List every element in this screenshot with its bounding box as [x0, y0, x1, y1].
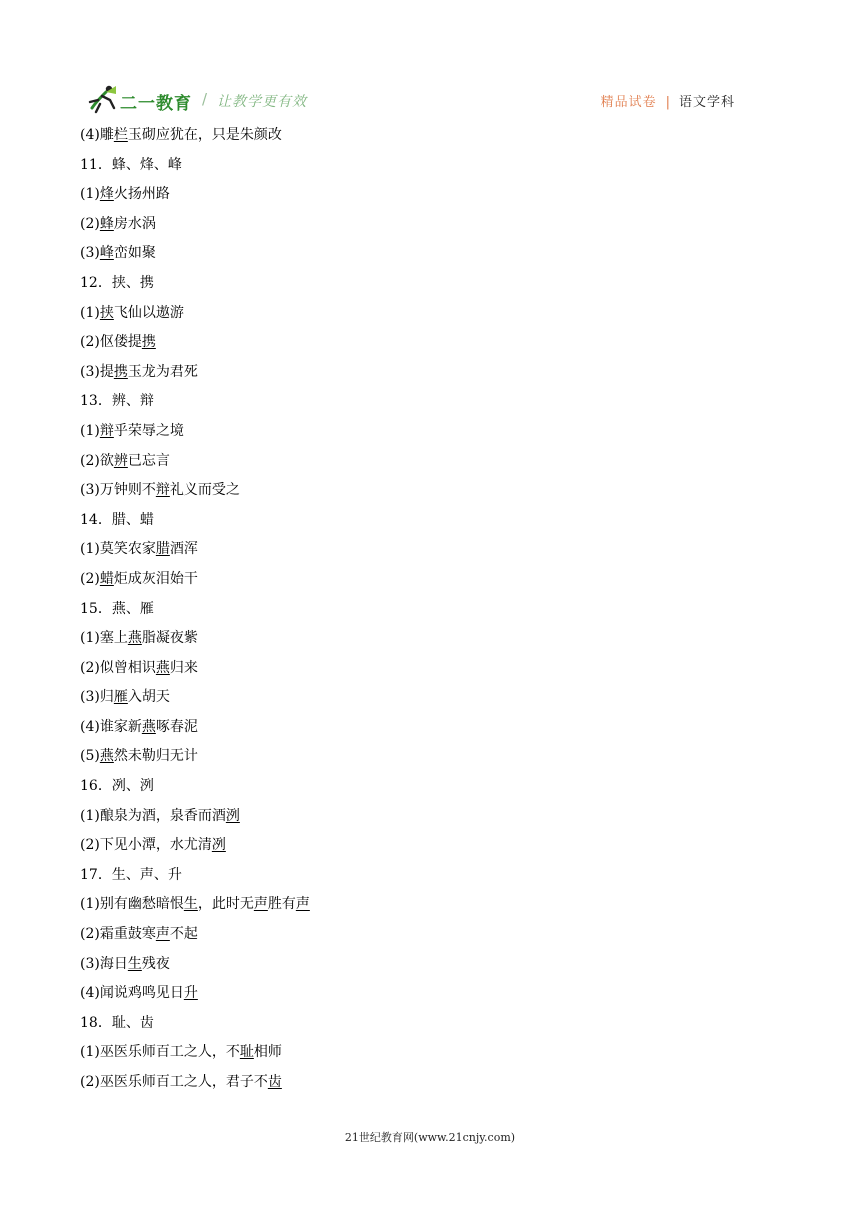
line-text: 然未勒归无计 — [113, 748, 198, 765]
underlined-character: 升 — [183, 985, 198, 1002]
underlined-character: 声 — [295, 896, 310, 913]
line-text: 13．辨、辩 — [80, 393, 154, 410]
list-item — [80, 805, 780, 835]
list-item — [80, 242, 780, 272]
line-text: (4)谁家新 — [80, 718, 142, 735]
line-text: 火扬州路 — [113, 186, 170, 203]
line-text: (1) — [80, 422, 100, 439]
page-footer: 21世纪教育网(www.21cnjy.com) — [344, 1131, 516, 1144]
list-item — [80, 953, 780, 983]
underlined-character: 烽 — [99, 186, 114, 203]
list-item — [80, 213, 780, 243]
line-text: (2)霜重鼓寒 — [80, 926, 156, 943]
logo — [86, 82, 326, 116]
line-text: 17．生、声、升 — [80, 866, 182, 883]
line-text: 酒浑 — [169, 541, 198, 558]
line-text: (1) — [80, 304, 100, 321]
list-item — [80, 302, 780, 332]
section-heading — [80, 272, 780, 302]
line-text: 炬成灰泪始干 — [113, 570, 198, 587]
line-text: (3)提 — [80, 363, 114, 380]
list-item — [80, 538, 780, 568]
line-text: 12．挟、携 — [80, 274, 154, 291]
underlined-character: 蜂 — [99, 215, 114, 232]
list-item — [80, 923, 780, 953]
line-text: (3)归 — [80, 689, 114, 706]
line-text: (2)伛偻提 — [80, 334, 142, 351]
line-text: 胜有 — [267, 896, 296, 913]
underlined-character: 耻 — [239, 1044, 254, 1061]
line-text: (1)别有幽愁暗恨 — [80, 896, 184, 913]
list-item — [80, 745, 780, 775]
brand-separator: / — [202, 90, 208, 108]
section-heading — [80, 1012, 780, 1042]
list-item — [80, 479, 780, 509]
brand-slogan: 让教学更有效 — [217, 94, 307, 110]
document-body — [80, 124, 780, 1101]
line-text: (1) — [80, 186, 100, 203]
line-text: (3)万钟则不 — [80, 482, 156, 499]
list-item — [80, 331, 780, 361]
underlined-character: 燕 — [99, 748, 114, 765]
list-item — [80, 450, 780, 480]
underlined-character: 携 — [113, 363, 128, 380]
line-text: 入胡天 — [127, 689, 170, 706]
line-text: (4)闻说鸡鸣见日 — [80, 985, 184, 1002]
header-subject — [601, 91, 735, 110]
underlined-character: 冽 — [211, 837, 226, 854]
underlined-character: 洌 — [225, 807, 240, 824]
list-item — [80, 834, 780, 864]
line-text: (1)酿泉为酒，泉香而酒 — [80, 807, 226, 824]
underlined-character: 燕 — [127, 630, 142, 647]
line-text: 啄春泥 — [155, 718, 198, 735]
list-item — [80, 1071, 780, 1101]
underlined-character: 辩 — [155, 482, 170, 499]
header-subject-name: 语文学科 — [678, 95, 735, 110]
line-text: 飞仙以遨游 — [113, 304, 184, 321]
line-text: 不起 — [169, 926, 198, 943]
list-item — [80, 361, 780, 391]
list-item — [80, 893, 780, 923]
list-item — [80, 124, 780, 154]
line-text: 相师 — [253, 1044, 282, 1061]
underlined-character: 携 — [141, 334, 156, 351]
line-text: 乎荣辱之境 — [113, 422, 184, 439]
line-text: (1)塞上 — [80, 630, 128, 647]
line-text: (2)下见小潭，水尤清 — [80, 837, 212, 854]
section-heading — [80, 775, 780, 805]
underlined-character: 辩 — [99, 422, 114, 439]
underlined-character: 蜡 — [99, 570, 114, 587]
line-text: 16．冽、洌 — [80, 778, 154, 795]
section-heading — [80, 509, 780, 539]
line-text: 残夜 — [141, 955, 170, 972]
line-text: (3) — [80, 245, 100, 262]
line-text: ，此时无 — [197, 896, 254, 913]
underlined-character: 生 — [183, 896, 198, 913]
underlined-character: 生 — [127, 955, 142, 972]
line-text: (5) — [80, 748, 100, 765]
section-heading — [80, 154, 780, 184]
list-item — [80, 183, 780, 213]
list-item — [80, 657, 780, 687]
list-item — [80, 1041, 780, 1071]
line-text: (1)巫医乐师百工之人，不 — [80, 1044, 240, 1061]
underlined-character: 辨 — [113, 452, 128, 469]
line-text: (2) — [80, 570, 100, 587]
list-item — [80, 627, 780, 657]
line-text: 已忘言 — [127, 452, 170, 469]
line-text: 房水涡 — [113, 215, 156, 232]
list-item — [80, 716, 780, 746]
section-heading — [80, 390, 780, 420]
page-header — [0, 0, 860, 130]
list-item — [80, 568, 780, 598]
underlined-character: 燕 — [141, 718, 156, 735]
underlined-character: 栏 — [113, 127, 128, 143]
section-heading — [80, 864, 780, 894]
runner-icon — [86, 82, 120, 116]
line-text: (3)海日 — [80, 955, 128, 972]
line-text: 峦如聚 — [113, 245, 156, 262]
section-heading — [80, 598, 780, 628]
line-text: 脂凝夜紫 — [141, 630, 198, 647]
underlined-character: 齿 — [267, 1074, 282, 1090]
underlined-character: 雁 — [113, 689, 128, 706]
line-text: (2)似曾相识 — [80, 659, 156, 676]
list-item — [80, 420, 780, 450]
line-text: (4)雕 — [80, 127, 114, 143]
list-item — [80, 686, 780, 716]
header-divider: | — [665, 95, 670, 110]
underlined-character: 燕 — [155, 659, 170, 676]
line-text: (1)莫笑农家 — [80, 541, 156, 558]
underlined-character: 挟 — [99, 304, 114, 321]
line-text: (2) — [80, 215, 100, 232]
line-text: 礼义而受之 — [169, 482, 240, 499]
line-text: 玉砌应犹在，只是朱颜改 — [127, 127, 282, 143]
header-category: 精品试卷 — [600, 95, 657, 110]
line-text: (2)巫医乐师百工之人，君子不 — [80, 1074, 268, 1090]
line-text: 18．耻、齿 — [80, 1014, 154, 1031]
underlined-character: 峰 — [99, 245, 114, 262]
line-text: (2)欲 — [80, 452, 114, 469]
brand-name: 二一教育 — [120, 94, 192, 114]
line-text: 归来 — [169, 659, 198, 676]
underlined-character: 声 — [155, 926, 170, 943]
underlined-character: 腊 — [155, 541, 170, 558]
underlined-character: 声 — [253, 896, 268, 913]
line-text: 玉龙为君死 — [127, 363, 198, 380]
list-item — [80, 982, 780, 1012]
line-text: 15．燕、雁 — [80, 600, 154, 617]
line-text: 14．腊、蜡 — [80, 511, 154, 528]
line-text: 11．蜂、烽、峰 — [80, 156, 182, 173]
